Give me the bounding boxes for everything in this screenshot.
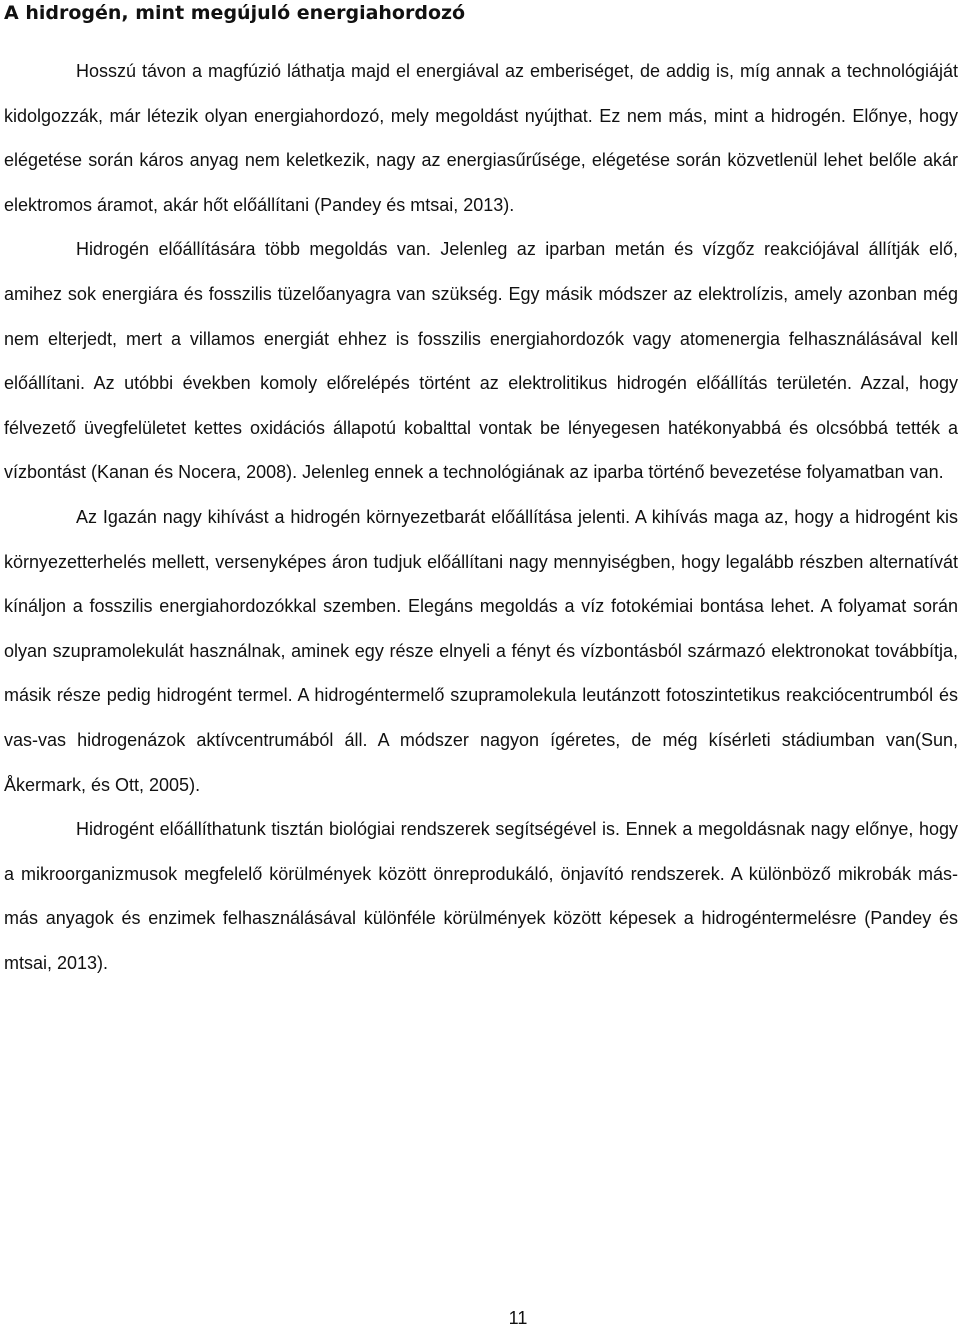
paragraph-biologiai-rendszerek: Hidrogént előállíthatunk tisztán biológiai rendszerek segítségével is. Ennek a megoldásnak nagy előnye, hogy a mikroorganizmusok megfelelő körülmények között önreprodukáló, önjavító rendszerek. A különböző mikrobák más-más anyagok és enzimek felhasználásával különféle körülmények között képesek a hidrogéntermelésre (Pandey és mtsai, 2013). [4, 819, 958, 973]
paragraph-igazan-nagy-kihivast: Az Igazán nagy kihívást a hidrogén környezetbarát előállítása jelenti. A kihívás maga az, hogy a hidrogént kis környezetterhelés mellett, versenyképes áron tudjuk előállítani nagy mennyiségben, hogy legalább részben alternatívát kínáljon a fosszilis energiahordozókkal szemben. Elegáns megoldás a víz fotokémiai bontása lehet. A folyamat során olyan szupramolekulát használnak, aminek egy része elnyeli a fényt és vízbontásból származó elektronokat továbbítja, másik része pedig hidrogént termel. A hidrogéntermelő szupramolekula leutánzott fotoszintetikus reakciócentrumból és vas-vas hidrogenázok aktívcentrumából áll. A módszer nagyon ígéretes, de még kísérleti stádiumban van(Sun, Åkermark, és Ott, 2005). [4, 506, 958, 795]
paragraph-hosszu-tavon: Hosszú távon a magfúzió láthatja majd el energiával az emberiséget, de addig is, míg annak a technológiáját kidolgozzák, már létezik olyan energiahordozó, mely megoldást nyújthat. Ez nem más, mint a hidrogén. Előnye, hogy elégetése során káros anyag nem keletkezik, nagy az energiasűrűsége, elégetése során közvetlenül lehet belőle akár elektromos áramot, akár hőt előállítani (Pandey és mtsai, 2013). [4, 61, 958, 215]
paragraph-hidrogen-eloallitasara: Hidrogén előállítására több megoldás van. Jelenleg az iparban metán és vízgőz reakciójával állítják elő, amihez sok energiára és fosszilis tüzelőanyagra van szükség. Egy másik módszer az elektrolízis, amely azonban még nem elterjedt, mert a villamos energiát ehhez is fosszilis energiahordozók vagy atomenergia felhasználásával kell előállítani. Az utóbbi években komoly előrelépés történt az elektrolitikus hidrogén előállítás területén. Azzal, hogy félvezető üvegfelületet kettes oxidációs állapotú kobalttal vontak be lényegesen hatékonyabbá és olcsóbbá tették a vízbontást (Kanan és Nocera, 2008). Jelenleg ennek a technológiának az iparba történő bevezetése folyamatban van. [4, 239, 958, 483]
section-heading: A hidrogén, mint megújuló energiahordozó [4, 2, 466, 24]
page-number: 11 [508, 1308, 528, 1328]
body-text [4, 49, 958, 985]
